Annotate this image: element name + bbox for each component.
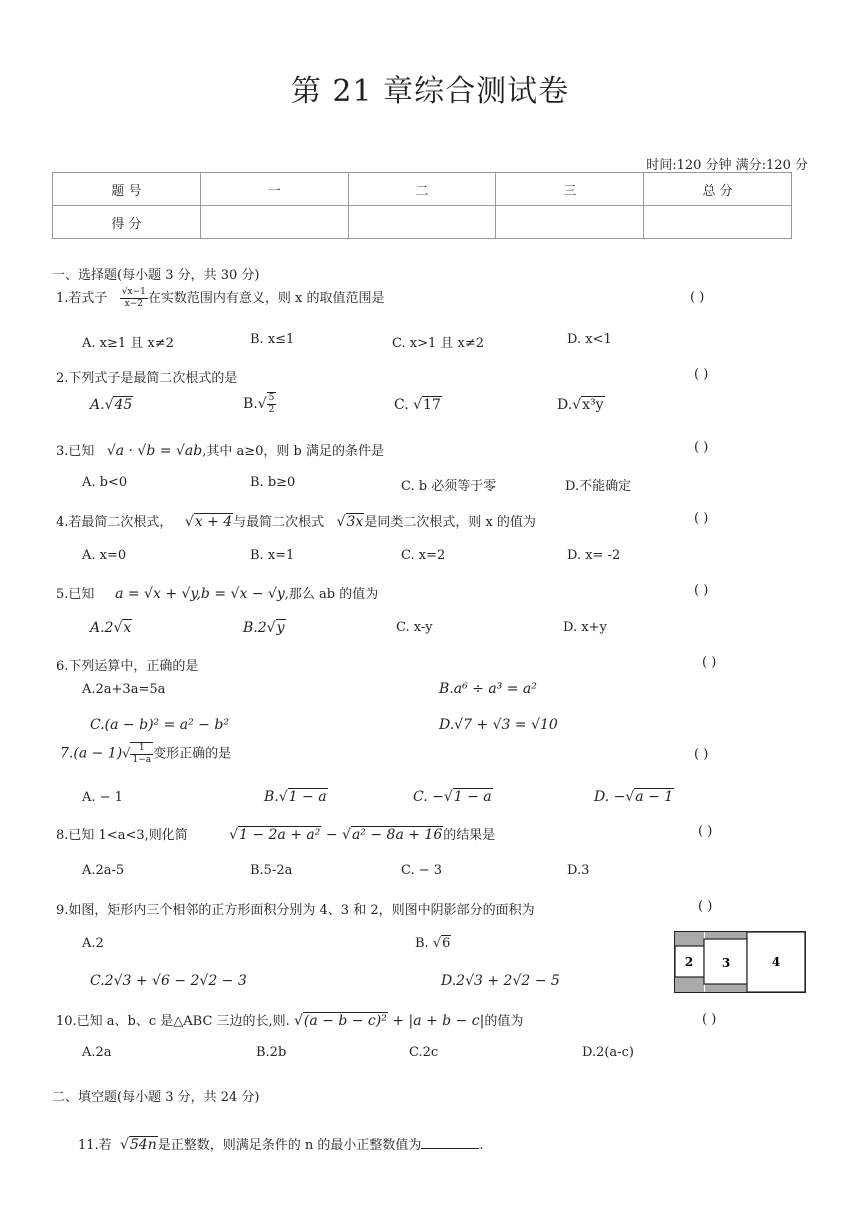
- math-tail: + |a + b − c|: [387, 1013, 485, 1029]
- table-cell: 题 号: [53, 173, 201, 206]
- stem-text: 是正整数，则满足条件的 n 的最小正整数值为: [157, 1138, 422, 1153]
- fraction-numerator: √x−1: [121, 287, 146, 297]
- option-d[interactable]: D.2(a-c): [582, 1045, 634, 1060]
- option-c[interactable]: C.2√3 + √6 − 2√2 − 3: [90, 973, 247, 989]
- option-c[interactable]: C. x-y: [396, 620, 433, 635]
- table-cell: 一: [200, 173, 348, 206]
- radicand: a² − 8a + 16: [351, 827, 443, 843]
- question-5-stem: [56, 583, 378, 602]
- radicand: a − 1: [635, 789, 674, 805]
- answer-bracket[interactable]: ( ): [698, 824, 713, 839]
- radicand: 1 − a: [288, 789, 327, 805]
- option-d[interactable]: D.3: [567, 863, 590, 878]
- option-b[interactable]: B.2√y: [243, 620, 285, 636]
- fraction-numerator: 5: [268, 393, 275, 403]
- question-2-stem: 2.下列式子是最简二次根式的是: [56, 371, 238, 386]
- question-3-stem: [56, 440, 384, 459]
- option-c[interactable]: C. b 必须等于零: [401, 479, 497, 494]
- option-a[interactable]: A. − 1: [82, 790, 123, 805]
- radicand: x: [123, 620, 132, 636]
- option-b[interactable]: B.√ $\frac{5}{2}$: [243, 393, 275, 415]
- option-label: C. −: [413, 789, 444, 805]
- question-11-stem: [78, 1134, 484, 1153]
- option-d[interactable]: D.√7 + √3 = √10: [439, 717, 558, 733]
- square-label: 4: [771, 955, 781, 969]
- stem-text: 1.若式子: [56, 291, 108, 306]
- answer-bracket[interactable]: ( ): [702, 1012, 717, 1027]
- option-c[interactable]: C. − 3: [401, 863, 443, 878]
- option-label: D.: [557, 397, 573, 413]
- stem-text: 3.已知: [56, 444, 95, 459]
- option-c[interactable]: C. x>1 且 x≠2: [392, 336, 485, 351]
- question-1-stem: [56, 287, 385, 310]
- option-b[interactable]: B.a⁶ ÷ a³ = a²: [439, 681, 537, 697]
- stem-text: ,其中 a≥0，则 b 满足的条件是: [202, 444, 384, 459]
- option-c[interactable]: C. √17: [394, 397, 441, 413]
- answer-bracket[interactable]: ( ): [694, 440, 709, 455]
- shaded-region: [705, 932, 747, 939]
- option-a[interactable]: A.2: [82, 936, 104, 951]
- stem-text: 是同类二次根式，则 x 的值为: [364, 515, 536, 530]
- table-cell: 三: [496, 173, 644, 206]
- section-heading: 一、选择题(每小题 3 分，共 30 分): [52, 268, 260, 283]
- math-expression: √3x: [336, 514, 364, 530]
- fraction-denominator: x−2: [124, 299, 144, 309]
- stem-text: 11.若: [78, 1138, 112, 1153]
- option-a[interactable]: A.√45: [90, 397, 133, 413]
- option-a[interactable]: A. b<0: [82, 475, 128, 490]
- question-6-stem: 6.下列运算中，正确的是: [56, 659, 199, 674]
- shaded-region: [705, 984, 747, 992]
- question-4-stem: [56, 511, 536, 530]
- radicand: 3x: [346, 514, 364, 530]
- fraction-denominator: 2: [268, 405, 275, 415]
- stem-text: 5.已知: [56, 587, 95, 602]
- table-cell: 二: [348, 173, 496, 206]
- math-expression: √(a − b − c)² + |a + b − c|: [293, 1013, 485, 1029]
- stem-text: 的值为: [484, 1014, 524, 1029]
- math-expression: √a · √b = √ab: [106, 443, 203, 459]
- option-a[interactable]: A. x=0: [82, 548, 127, 563]
- option-label: B.: [415, 936, 429, 951]
- option-c[interactable]: C.(a − b)² = a² − b²: [90, 717, 229, 733]
- option-a[interactable]: A. x≥1 且 x≠2: [82, 336, 174, 351]
- question-7-stem: 7.(a − 1)√ $\frac{1}{1-a}$ 变形正确的是: [60, 743, 232, 765]
- score-input-cell[interactable]: [200, 206, 348, 239]
- table-row: [53, 173, 792, 206]
- option-c[interactable]: C.2c: [409, 1045, 439, 1060]
- math-expression: 7.(a − 1): [60, 745, 123, 762]
- question-8-stem: [56, 824, 495, 843]
- exam-meta: 时间:120 分钟 满分:120 分: [646, 158, 808, 173]
- answer-bracket[interactable]: ( ): [702, 655, 717, 670]
- answer-bracket[interactable]: ( ): [694, 747, 709, 762]
- score-input-cell[interactable]: [496, 206, 644, 239]
- radicand: x³y: [582, 397, 604, 413]
- fraction: [267, 392, 277, 416]
- stem-text: 4.若最简二次根式，: [56, 515, 173, 530]
- radicand: (a − b − c)²: [303, 1013, 387, 1029]
- radicand: y: [276, 620, 285, 636]
- option-d[interactable]: D. −√a − 1: [594, 789, 674, 805]
- fraction: [130, 742, 153, 766]
- option-a[interactable]: A.2a: [82, 1045, 112, 1060]
- option-b[interactable]: B. b≥0: [250, 475, 296, 490]
- option-b[interactable]: B.√1 − a: [264, 789, 327, 805]
- math-expression: √x + 4: [184, 514, 233, 530]
- option-b[interactable]: B. x=1: [250, 548, 295, 563]
- option-b[interactable]: B.5-2a: [250, 863, 293, 878]
- option-label: C.: [394, 397, 409, 413]
- option-label: B.2: [243, 620, 267, 636]
- radicand: 1 − 2a + a²: [239, 827, 321, 843]
- radicand: x + 4: [194, 514, 233, 530]
- fraction-denominator: 1−a: [132, 755, 152, 765]
- option-label: A.: [90, 397, 105, 413]
- math-expression: √1 − 2a + a² − √a² − 8a + 16: [229, 827, 443, 843]
- shaded-region: [675, 932, 704, 946]
- stem-text: 10.已知 a、b、c 是△ABC 三边的长,则.: [56, 1014, 290, 1029]
- answer-bracket[interactable]: ( ): [694, 583, 709, 598]
- square-label: 3: [721, 956, 731, 970]
- option-d[interactable]: D. x= -2: [567, 548, 621, 563]
- stem-text: ,那么 ab 的值为: [284, 587, 379, 602]
- option-a[interactable]: A.2√x: [90, 620, 132, 636]
- option-label: A.2: [90, 620, 114, 636]
- table-cell: 得 分: [53, 206, 201, 239]
- stem-text: 与最简二次根式: [233, 515, 325, 530]
- answer-bracket[interactable]: ( ): [694, 511, 709, 526]
- option-b[interactable]: B. √6: [415, 936, 451, 951]
- fraction: [120, 287, 148, 310]
- stem-text: 8.已知 1<a<3,则化简: [56, 828, 188, 843]
- option-label: B.: [264, 789, 279, 805]
- answer-blank[interactable]: [421, 1148, 479, 1149]
- answer-bracket[interactable]: ( ): [698, 899, 713, 914]
- math-expression: a = √x + √y,b = √x − √y: [115, 586, 285, 602]
- option-label: B.: [243, 396, 258, 412]
- radicand: 54n: [129, 1137, 157, 1153]
- score-table: [52, 172, 792, 239]
- option-label: D. −: [594, 789, 626, 805]
- option-d[interactable]: D. x+y: [563, 620, 607, 635]
- radicand: 6: [442, 936, 451, 951]
- table-cell: 总 分: [644, 173, 792, 206]
- question-9-stem: 9.如图，矩形内三个相邻的正方形面积分别为 4、3 和 2，则图中阴影部分的面积为: [56, 903, 535, 918]
- radicand: 1 − a: [453, 789, 492, 805]
- shaded-region: [675, 977, 704, 992]
- option-b[interactable]: B.2b: [256, 1045, 287, 1060]
- option-b[interactable]: B. x≤1: [250, 332, 295, 347]
- option-c[interactable]: C. x=2: [401, 548, 446, 563]
- answer-bracket[interactable]: ( ): [694, 367, 709, 382]
- stem-text: .: [479, 1138, 484, 1153]
- option-c[interactable]: C. −√1 − a: [413, 789, 492, 805]
- section-heading: 二、填空题(每小题 3 分，共 24 分): [52, 1090, 260, 1105]
- operator: −: [321, 827, 343, 843]
- radicand: 17: [423, 397, 441, 413]
- option-a[interactable]: A.2a-5: [82, 863, 125, 878]
- page-title: 第 21 章综合测试卷: [290, 74, 570, 109]
- stem-text: 在实数范围内有意义，则 x 的取值范围是: [147, 291, 385, 306]
- math-expression: √54n: [119, 1137, 157, 1153]
- score-input-cell[interactable]: [348, 206, 496, 239]
- square-label: 2: [684, 955, 694, 969]
- fraction-numerator: 1: [130, 743, 153, 755]
- option-d[interactable]: D.不能确定: [565, 479, 632, 494]
- squares-figure: [674, 931, 806, 993]
- question-10-stem: [56, 1010, 523, 1029]
- table-row: [53, 206, 792, 239]
- option-d[interactable]: D.2√3 + 2√2 − 5: [441, 973, 560, 989]
- score-input-cell[interactable]: [644, 206, 792, 239]
- radicand: 45: [114, 397, 133, 413]
- stem-text: 变形正确的是: [153, 746, 232, 762]
- option-d[interactable]: D. x<1: [567, 332, 612, 347]
- answer-bracket[interactable]: ( ): [690, 290, 705, 305]
- option-d[interactable]: D.√x³y: [557, 397, 604, 413]
- option-a[interactable]: A.2a+3a=5a: [82, 682, 166, 697]
- stem-text: 的结果是: [443, 828, 496, 843]
